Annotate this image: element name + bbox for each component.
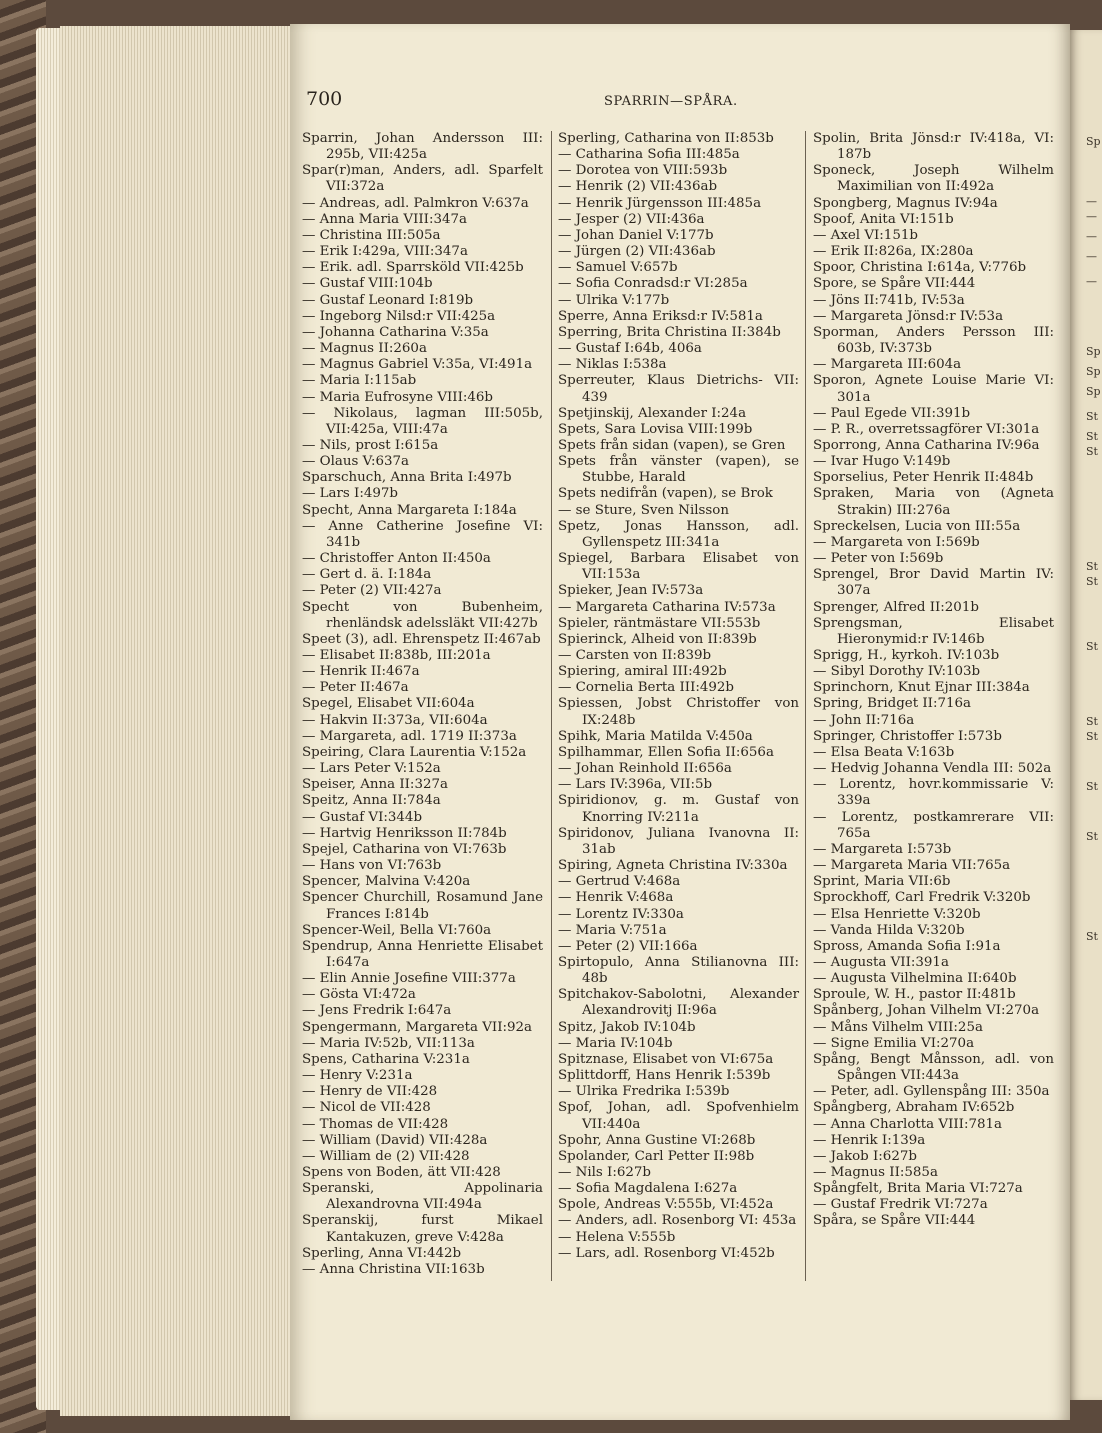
index-entry: Sprigg, H., kyrkoh. IV:103b — [813, 648, 1000, 663]
index-entry: — Gösta VI:472a — [302, 987, 416, 1003]
index-entry: — Augusta Vilhelmina II:640b — [813, 971, 1017, 987]
index-entry: Spirtopulo, Anna Stilianovna III: 48b — [558, 954, 799, 987]
index-entry: — Jürgen (2) VII:436ab — [558, 244, 716, 260]
index-entry: Specht von Bubenheim, rhenländsk adelssläkt VII:427b — [302, 599, 543, 631]
index-entry: Spegel, Elisabet VII:604a — [302, 696, 475, 712]
index-entry: — Gertrud V:468a — [558, 874, 681, 890]
index-entry: Speranskij, furst Mikael Kantakuzen, greve V:428a — [302, 1213, 543, 1245]
index-entry: — Margareta Jönsd:r IV:53a — [813, 308, 1004, 324]
facing-page-fragment: St — [1086, 430, 1098, 443]
index-entry: — Lorentz, postkamrerare VII: 765a — [813, 809, 1054, 841]
index-entry: — Christoffer Anton II:450a — [302, 551, 491, 567]
index-entry: Spitznase, Elisabet von VI:675a — [558, 1051, 774, 1067]
index-entry: Spångberg, Abraham IV:652b — [813, 1100, 1015, 1116]
index-entry: — Henry de VII:428 — [302, 1084, 438, 1100]
index-entry: — Jöns II:741b, IV:53a — [813, 292, 965, 308]
index-entry: — Peter von I:569b — [813, 551, 944, 567]
facing-page-fragment: Sp — [1086, 385, 1101, 398]
index-entry: — Lars, adl. Rosenborg VI:452b — [558, 1245, 775, 1261]
index-entry: — Lorentz, hovr.kommissarie V: 339a — [813, 777, 1054, 809]
index-entry: — Hedvig Johanna Vendla III: 502a — [813, 761, 1052, 777]
index-entry: Spets från sidan (vapen), se Gren — [558, 437, 786, 453]
index-entry: — Hakvin II:373a, VII:604a — [302, 712, 488, 728]
index-entry: — Magnus Gabriel V:35a, VI:491a — [302, 357, 533, 373]
index-entry: Spole, Andreas V:555b, VI:452a — [558, 1197, 774, 1213]
index-entry: — Margareta Catharina IV:573a — [558, 599, 776, 615]
index-entry: — Signe Emilia VI:270a — [813, 1035, 975, 1051]
index-entry: — Samuel V:657b — [558, 260, 678, 276]
index-entry: Splittdorff, Hans Henrik I:539b — [558, 1068, 771, 1084]
index-entry: — Henrik Jürgensson III:485a — [558, 195, 762, 211]
index-entry: — Augusta VII:391a — [813, 954, 949, 970]
index-entry: — Maria V:751a — [558, 922, 667, 938]
index-entry: — William de (2) VII:428 — [302, 1148, 470, 1164]
index-entry: — Elisabet II:838b, III:201a — [302, 648, 491, 663]
index-entry: Spendrup, Anna Henriette Elisabet I:647a — [302, 938, 543, 970]
index-entry: Sprinchorn, Knut Ejnar III:384a — [813, 680, 1030, 696]
index-entry: — Sofia Magdalena I:627a — [558, 1181, 738, 1197]
index-entry: Spiegel, Barbara Elisabet von VII:153a — [558, 551, 799, 583]
index-entry: — Maria Eufrosyne VIII:46b — [302, 389, 493, 405]
index-entry: Spar(r)man, Anders, adl. Sparfelt VII:372a — [302, 163, 543, 195]
index-entry: — Olaus V:637a — [302, 454, 410, 470]
index-entry: Sporrong, Anna Catharina IV:96a — [813, 437, 1040, 453]
index-entry: Sperling, Anna VI:442b — [302, 1245, 462, 1261]
index-entry: Spiridionov, g. m. Gustaf von Knorring IV:211a — [558, 793, 799, 825]
index-entry: — Johanna Catharina V:35a — [302, 324, 489, 340]
index-entry: — Henrik (2) VII:436ab — [558, 179, 718, 195]
index-entry: Spieler, räntmästare VII:553b — [558, 615, 761, 631]
index-entry: — Jens Fredrik I:647a — [302, 1003, 452, 1019]
facing-page-fragment: St — [1086, 575, 1098, 588]
index-entry: Spengermann, Margareta VII:92a — [302, 1019, 533, 1035]
index-entry: Spiridonov, Juliana Ivanovna II: 31ab — [558, 825, 799, 857]
index-entry: Sparrin, Johan Andersson III: 295b, VII:425a — [302, 131, 543, 163]
index-entry: — Dorotea von VIII:593b — [558, 163, 728, 179]
index-entry: Spångfelt, Brita Maria VI:727a — [813, 1181, 1023, 1197]
index-entry: — Henrik I:139a — [813, 1132, 926, 1148]
index-entry: — William (David) VII:428a — [302, 1132, 488, 1148]
index-entry: — Henrik II:467a — [302, 664, 420, 680]
index-entry: — se Sture, Sven Nilsson — [558, 502, 729, 518]
index-entry: Spets från vänster (vapen), se Stubbe, Harald — [558, 454, 799, 486]
index-entry: — Peter, adl. Gyllenspång III: 350a — [813, 1084, 1050, 1100]
index-entry: — Maria IV:52b, VII:113a — [302, 1035, 475, 1051]
index-entry: — Lars Peter V:152a — [302, 761, 441, 777]
index-entry: — Elsa Beata V:163b — [813, 744, 955, 760]
index-entry: — Nils, prost I:615a — [302, 437, 439, 453]
index-entry: Spore, se Spåre VII:444 — [813, 276, 976, 292]
index-entry: — Thomas de VII:428 — [302, 1116, 449, 1132]
index-entry: — Magnus II:585a — [813, 1165, 938, 1180]
index-entry: — Catharina Sofia III:485a — [558, 147, 740, 163]
index-entry: Spiring, Agneta Christina IV:330a — [558, 858, 788, 874]
index-entry: — Ulrika V:177b — [558, 292, 670, 308]
index-entry: — Nikolaus, lagman III:505b, VII:425a, VIII:47a — [302, 405, 543, 437]
index-entry: — Jesper (2) VII:436a — [558, 211, 705, 227]
index-entry: — Margareta, adl. 1719 II:373a — [302, 728, 517, 744]
index-entry: Spross, Amanda Sofia I:91a — [813, 938, 1001, 954]
index-entry: Spring, Bridget II:716a — [813, 696, 972, 712]
index-entry: Sponeck, Joseph Wilhelm Maximilian von II:492a — [813, 163, 1054, 195]
index-entry: Speiser, Anna II:327a — [302, 777, 448, 793]
index-entry: Sperring, Brita Christina II:384b — [558, 324, 781, 340]
index-entry: Spof, Johan, adl. Spofvenhielm VII:440a — [558, 1100, 799, 1132]
facing-page-fragment: — — [1086, 275, 1097, 288]
index-entry: — Axel VI:151b — [813, 227, 918, 243]
index-entry: Sporon, Agnete Louise Marie VI: 301a — [813, 373, 1054, 405]
index-entry: Spens von Boden, ätt VII:428 — [302, 1165, 501, 1180]
page-stack — [60, 26, 300, 1416]
index-entry: — Peter (2) VII:166a — [558, 938, 698, 954]
index-entry: — Hans von VI:763b — [302, 858, 442, 874]
facing-page-fragment: St — [1086, 640, 1098, 653]
index-entry: Spitz, Jakob IV:104b — [558, 1019, 696, 1035]
index-entry: Spolander, Carl Petter II:98b — [558, 1148, 755, 1164]
index-entry: — Elsa Henriette V:320b — [813, 906, 981, 922]
index-entry: — Nicol de VII:428 — [302, 1100, 431, 1116]
index-entry: — Gustaf Fredrik VI:727a — [813, 1197, 988, 1213]
index-entry: — Anna Maria VIII:347a — [302, 211, 468, 227]
index-entry: Spraken, Maria von (Agneta Strakin) III:276a — [813, 486, 1054, 518]
index-entry: Spetjinskij, Alexander I:24a — [558, 405, 747, 421]
index-entry: Spongberg, Magnus IV:94a — [813, 195, 998, 211]
index-entry: — Lars I:497b — [302, 486, 398, 502]
index-entry: — Elin Annie Josefine VIII:377a — [302, 971, 516, 987]
index-entry: Sprengsman, Elisabet Hieronymid:r IV:146b — [813, 615, 1054, 647]
index-entry: — Erik I:429a, VIII:347a — [302, 244, 468, 260]
index-column-3 — [813, 131, 1054, 1230]
index-entry: — Gustaf VIII:104b — [302, 276, 433, 292]
index-entry: — Vanda Hilda V:320b — [813, 922, 965, 938]
index-entry: — Ingeborg Nilsd:r VII:425a — [302, 308, 496, 324]
index-entry: Sprockhoff, Carl Fredrik V:320b — [813, 890, 1031, 906]
index-entry: — Anna Charlotta VIII:781a — [813, 1116, 1002, 1132]
index-entry: Sporselius, Peter Henrik II:484b — [813, 470, 1034, 486]
index-entry: — P. R., overretssagförer VI:301a — [813, 421, 1040, 437]
index-entry: — Margareta I:573b — [813, 841, 952, 857]
index-entry: Spetz, Jonas Hansson, adl. Gyllenspetz III:341a — [558, 518, 799, 550]
index-entry: — Ulrika Fredrika I:539b — [558, 1084, 730, 1100]
index-column-1 — [302, 131, 543, 1278]
index-entry: Spolin, Brita Jönsd:r IV:418a, VI: 187b — [813, 131, 1054, 163]
index-entry: — Anders, adl. Rosenborg VI: 453a — [558, 1213, 797, 1229]
index-entry: — Anna Christina VII:163b — [302, 1261, 485, 1277]
index-entry: Speiring, Clara Laurentia V:152a — [302, 744, 527, 760]
index-entry: Spencer-Weil, Bella VI:760a — [302, 922, 492, 938]
index-entry: — Lars IV:396a, VII:5b — [558, 777, 713, 793]
index-entry: — Gustaf I:64b, 406a — [558, 341, 702, 357]
column-rule — [551, 131, 552, 1281]
index-entry: Sproule, W. H., pastor II:481b — [813, 987, 1016, 1003]
index-entry: Specht, Anna Margareta I:184a — [302, 502, 517, 518]
index-entry: — Magnus II:260a — [302, 341, 427, 357]
index-entry: — Gustaf VI:344b — [302, 809, 423, 825]
facing-page-fragment: — — [1086, 195, 1097, 208]
index-entry: — Gert d. ä. I:184a — [302, 567, 432, 583]
index-entry: Spets nedifrån (vapen), se Brok — [558, 486, 773, 502]
index-entry: — Sofia Conradsd:r VI:285a — [558, 276, 748, 292]
index-entry: — Margareta III:604a — [813, 357, 962, 373]
page-number: 700 — [306, 88, 343, 110]
index-entry: — Johan Reinhold II:656a — [558, 761, 732, 777]
index-entry: — Christina III:505a — [302, 227, 441, 243]
index-entry: Sparschuch, Anna Brita I:497b — [302, 470, 512, 486]
index-entry: Spoor, Christina I:614a, V:776b — [813, 260, 1027, 276]
column-rule — [805, 131, 806, 1281]
index-entry: Speitz, Anna II:784a — [302, 793, 441, 809]
index-entry: Speranski, Appolinaria Alexandrovna VII:494a — [302, 1181, 543, 1213]
running-head: SPARRIN—SPÅRA. — [604, 94, 738, 109]
index-entry: — Henry V:231a — [302, 1068, 413, 1084]
facing-page-fragment: St — [1086, 410, 1098, 423]
index-entry: — Maria IV:104b — [558, 1035, 673, 1051]
index-entry: Spets, Sara Lovisa VIII:199b — [558, 421, 753, 437]
index-entry: — Ivar Hugo V:149b — [813, 454, 951, 470]
index-entry: Spiering, amiral III:492b — [558, 664, 727, 680]
index-entry: Springer, Christoffer I:573b — [813, 728, 1002, 744]
index-entry: — Erik. adl. Sparrsköld VII:425b — [302, 260, 524, 276]
index-entry: Spihk, Maria Matilda V:450a — [558, 728, 753, 744]
index-entry: Speet (3), adl. Ehrenspetz II:467ab — [302, 631, 541, 647]
index-entry: — Carsten von II:839b — [558, 648, 712, 663]
facing-page-fragment: Sp — [1086, 135, 1101, 148]
index-entry: Spreckelsen, Lucia von III:55a — [813, 518, 1021, 534]
index-entry: Spohr, Anna Gustine VI:268b — [558, 1132, 756, 1148]
index-entry: Sprint, Maria VII:6b — [813, 874, 951, 890]
index-column-2 — [558, 131, 799, 1262]
index-entry: — Paul Egede VII:391b — [813, 405, 971, 421]
facing-page-fragment: St — [1086, 445, 1098, 458]
index-entry: — Peter (2) VII:427a — [302, 583, 442, 599]
index-entry: Sperreuter, Klaus Dietrichs- VII: 439 — [558, 373, 799, 405]
index-entry: — Maria I:115ab — [302, 373, 417, 389]
index-entry: Spilhammar, Ellen Sofia II:656a — [558, 744, 774, 760]
index-entry: — Jakob I:627b — [813, 1148, 917, 1164]
index-entry: Spierinck, Alheid von II:839b — [558, 631, 757, 647]
index-entry: Spieker, Jean IV:573a — [558, 583, 704, 599]
facing-page-fragment: — — [1086, 250, 1097, 263]
index-entry: Sperre, Anna Eriksd:r IV:581a — [558, 308, 763, 324]
index-entry: — Cornelia Berta III:492b — [558, 680, 735, 696]
facing-page-fragment: St — [1086, 830, 1098, 843]
facing-page-fragment: — — [1086, 210, 1097, 223]
index-entry: — John II:716a — [813, 712, 915, 728]
index-entry: — Anne Catherine Josefine VI: 341b — [302, 518, 543, 550]
index-entry: Sperling, Catharina von II:853b — [558, 131, 774, 146]
index-entry: — Hartvig Henriksson II:784b — [302, 825, 507, 841]
index-entry: Spitchakov-Sabolotni, Alexander Alexandrovitj II:96a — [558, 987, 799, 1019]
index-entry: Spens, Catharina V:231a — [302, 1051, 470, 1067]
index-entry: — Nils I:627b — [558, 1165, 651, 1180]
index-entry: — Andreas, adl. Palmkron V:637a — [302, 195, 529, 211]
index-entry: Spencer, Malvina V:420a — [302, 874, 471, 890]
index-entry: Spånberg, Johan Vilhelm VI:270a — [813, 1003, 1040, 1019]
index-entry: — Lorentz IV:330a — [558, 906, 684, 922]
index-entry: — Margareta von I:569b — [813, 534, 980, 550]
index-entry: Sprengel, Bror David Martin IV: 307a — [813, 567, 1054, 599]
index-entry: Sporman, Anders Persson III: 603b, IV:373b — [813, 324, 1054, 357]
facing-page-fragment: St — [1086, 715, 1098, 728]
index-entry: Spåra, se Spåre VII:444 — [813, 1213, 976, 1229]
facing-page-fragment: St — [1086, 560, 1098, 573]
facing-page-edge — [1070, 30, 1102, 1400]
index-entry: Spoof, Anita VI:151b — [813, 211, 954, 227]
index-entry: — Niklas I:538a — [558, 357, 667, 373]
index-entry: — Johan Daniel V:177b — [558, 227, 714, 243]
index-entry: Spejel, Catharina von VI:763b — [302, 841, 507, 857]
index-entry: — Henrik V:468a — [558, 890, 674, 906]
facing-page-fragment: Sp — [1086, 365, 1101, 378]
index-entry: — Margareta Maria VII:765a — [813, 858, 1011, 874]
index-entry: Spencer Churchill, Rosamund Jane Frances I:814b — [302, 890, 543, 922]
facing-page-fragment: St — [1086, 780, 1098, 793]
facing-page-fragment: — — [1086, 230, 1097, 243]
index-entry: Spiessen, Jobst Christoffer von IX:248b — [558, 696, 799, 728]
index-entry: Spång, Bengt Månsson, adl. von Spången VII:443a — [813, 1051, 1054, 1084]
index-entry: — Gustaf Leonard I:819b — [302, 292, 474, 308]
index-entry: — Sibyl Dorothy IV:103b — [813, 664, 981, 680]
facing-page-fragment: Sp — [1086, 345, 1101, 358]
index-entry: — Måns Vilhelm VIII:25a — [813, 1019, 983, 1035]
index-entry: — Erik II:826a, IX:280a — [813, 244, 974, 260]
index-entry: Sprenger, Alfred II:201b — [813, 599, 979, 615]
facing-page-fragment: St — [1086, 730, 1098, 743]
index-entry: — Peter II:467a — [302, 680, 409, 696]
facing-page-fragment: St — [1086, 930, 1098, 943]
index-entry: — Helena V:555b — [558, 1229, 676, 1245]
